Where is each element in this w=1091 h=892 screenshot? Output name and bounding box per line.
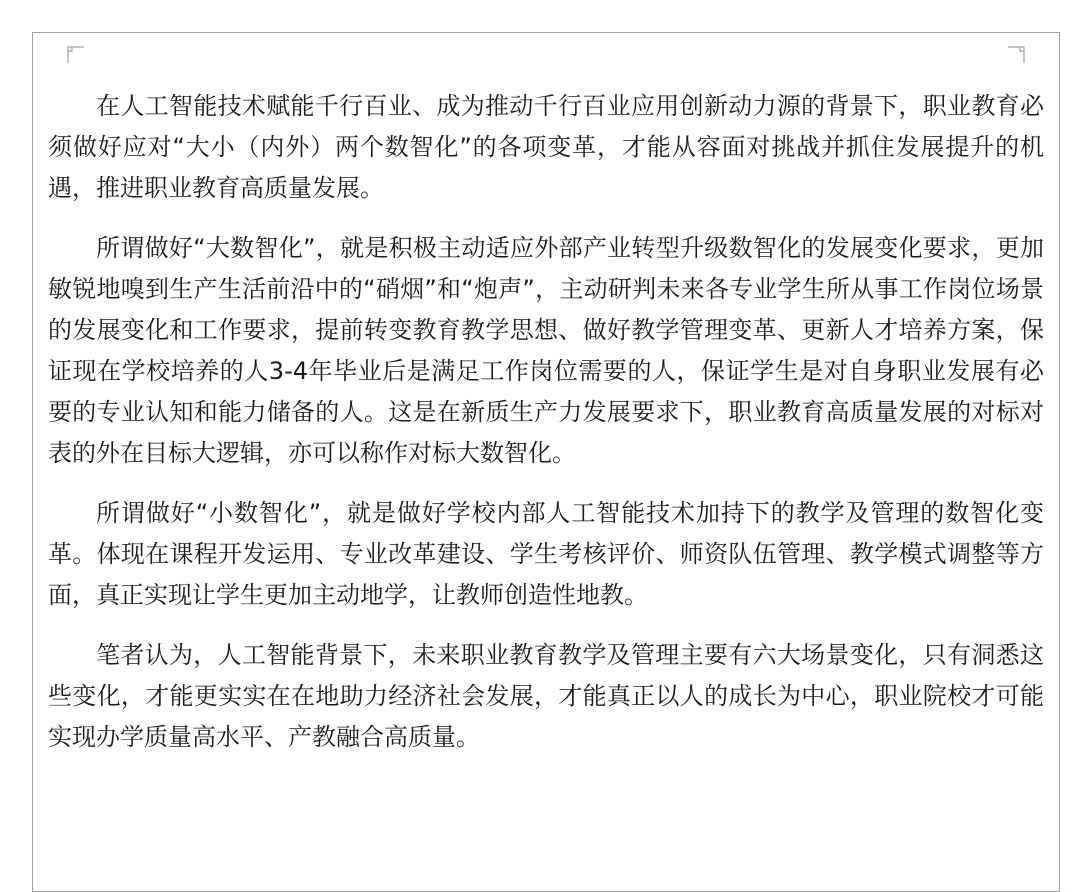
corner-ornament-top-right	[1007, 46, 1025, 64]
paragraph-3: 所谓做好“小数智化”，就是做好学校内部人工智能技术加持下的教学及管理的数智化变革。体现在课程开发运用、专业改革建设、学生考核评价、师资队伍管理、教学模式调整等方面，真正实现让学生更加主动地学，让教师创造性地教。	[48, 499, 1044, 609]
paragraph-4: 笔者认为，人工智能背景下，未来职业教育教学及管理主要有六大场景变化，只有洞悉这些变化，才能更实实在在地助力经济社会发展，才能真正以人的成长为中心，职业院校才可能实现办学质量高水平、产教融合高质量。	[48, 641, 1044, 751]
corner-ornament-top-left	[67, 46, 85, 64]
paragraph-2: 所谓做好“大数智化”，就是积极主动适应外部产业转型升级数智化的发展变化要求，更加敏锐地嗅到生产生活前沿中的“硝烟”和“炮声”，主动研判未来各专业学生所从事工作岗位场景的发展变化和工作要求，提前转变教育教学思想、做好教学管理变革、更新人才培养方案，保证现在学校培养的人3-4年毕业后是满足工作岗位需要的人，保证学生是对自身职业发展有必要的专业认知和能力储备的人。这是在新质生产力发展要求下，职业教育高质量发展的对标对表的外在目标大逻辑，亦可以称作对标大数智化。	[48, 234, 1044, 467]
article-body	[48, 86, 1044, 777]
paragraph-1: 在人工智能技术赋能千行百业、成为推动千行百业应用创新动力源的背景下，职业教育必须做好应对“大小（内外）两个数智化”的各项变革，才能从容面对挑战并抓住发展提升的机遇，推进职业教育高质量发展。	[48, 92, 1044, 202]
